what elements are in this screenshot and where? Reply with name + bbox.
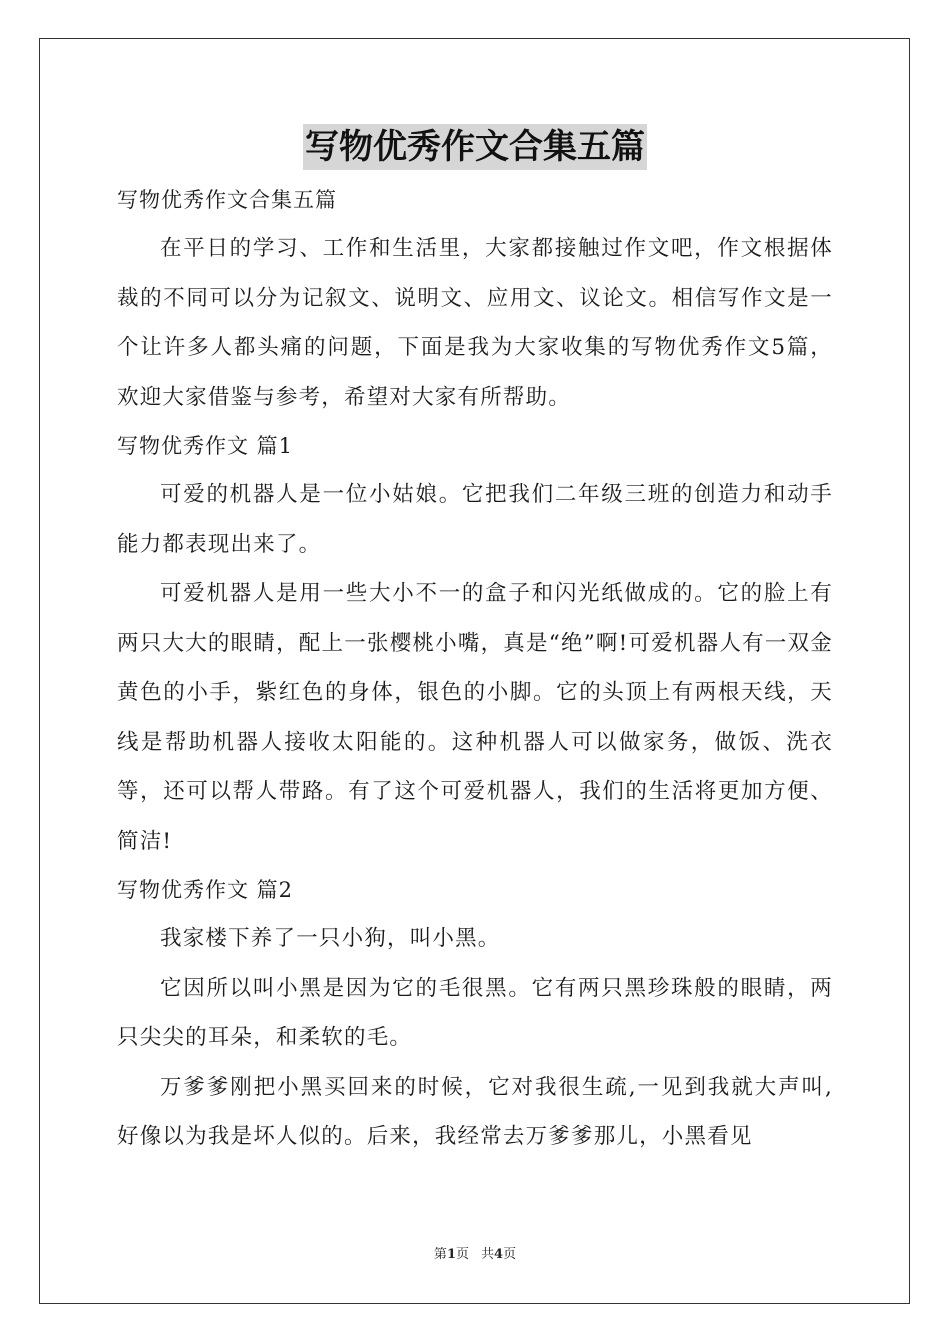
page-suffix: 页 — [455, 1247, 469, 1262]
document-subtitle: 写物优秀作文合集五篇 — [117, 188, 337, 212]
section-2-paragraph-3: 万爹爹刚把小黑买回来的时候，它对我很生疏,一见到我就大声叫,好像以为我是坏人似的。后来，我经常去万爹爹那儿，小黑看见 — [117, 1074, 833, 1149]
total-pages — [481, 1247, 516, 1262]
total-suffix: 页 — [503, 1247, 517, 1262]
total-count: 4 — [494, 1247, 504, 1262]
document-title: 写物优秀作文合集五篇 — [303, 124, 647, 170]
page-footer — [0, 1245, 950, 1265]
current-page: 1 — [446, 1247, 456, 1262]
document-body — [117, 176, 833, 1162]
title-container — [0, 124, 950, 170]
intro-paragraph: 在平日的学习、工作和生活里，大家都接触过作文吧，作文根据体裁的不同可以分为记叙文、说明文、应用文、议论文。相信写作文是一个让许多人都头痛的问题，下面是我为大家收集的写物优秀作文5篇，欢迎大家借鉴与参考，希望对大家有所帮助。 — [117, 236, 833, 410]
section-2-paragraph-1: 我家楼下养了一只小狗，叫小黑。 — [160, 926, 501, 951]
page-number — [434, 1247, 469, 1262]
section-heading-1: 写物优秀作文 篇1 — [117, 434, 294, 458]
section-heading-2: 写物优秀作文 篇2 — [117, 878, 294, 902]
section-1-paragraph-1: 可爱的机器人是一位小姑娘。它把我们二年级三班的创造力和动手能力都表现出来了。 — [117, 482, 833, 557]
section-1-paragraph-2: 可爱机器人是用一些大小不一的盒子和闪光纸做成的。它的脸上有两只大大的眼睛，配上一张樱桃小嘴，真是“绝”啊!可爱机器人有一双金黄色的小手，紫红色的身体，银色的小脚。它的头顶上有两根天线，天线是帮助机器人接收太阳能的。这种机器人可以做家务，做饭、洗衣等，还可以帮人带路。有了这个可爱机器人，我们的生活将更加方便、简洁! — [117, 581, 833, 854]
total-prefix: 共 — [481, 1247, 495, 1262]
section-2-paragraph-2: 它因所以叫小黑是因为它的毛很黑。它有两只黑珍珠般的眼睛，两只尖尖的耳朵，和柔软的毛。 — [117, 975, 833, 1050]
page-prefix: 第 — [433, 1247, 447, 1262]
